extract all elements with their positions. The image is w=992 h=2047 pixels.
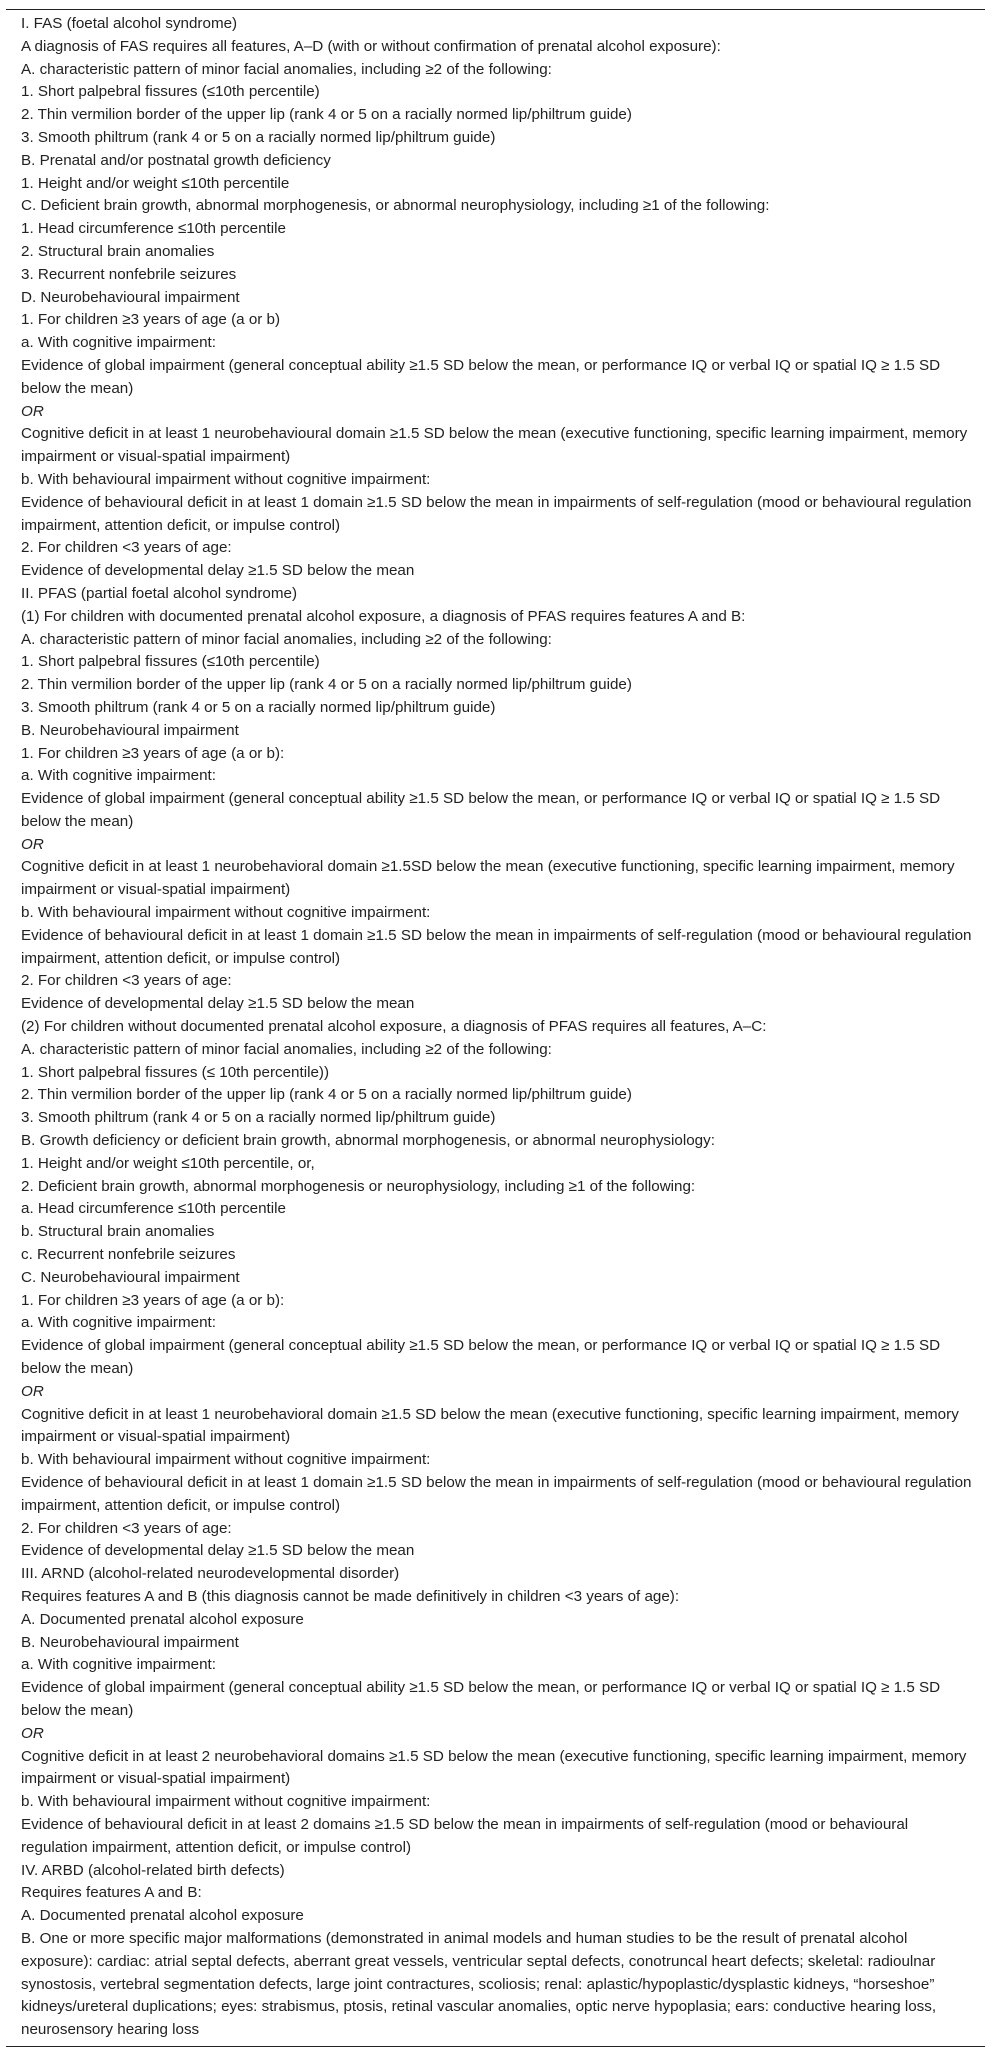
criteria-line: A diagnosis of FAS requires all features, A–D (with or without confirmation of prenatal alcohol exposure): (21, 37, 721, 55)
criteria-line: Cognitive deficit in at least 2 neurobehavioral domains ≥1.5 SD below the mean (executive functioning, specific learning impairment, memory impairment or visual-spatial impairment) (21, 1747, 967, 1788)
criteria-line: a. With cognitive impairment: (21, 1656, 216, 1674)
criteria-line: a. With cognitive impairment: (21, 767, 216, 785)
criteria-line: Cognitive deficit in at least 1 neurobehavioural domain ≥1.5 SD below the mean (executive functioning, specific learning impairment, memory impairment or visual-spatial impairment) (21, 425, 968, 466)
criteria-line: 1. Short palpebral fissures (≤ 10th percentile)) (21, 1063, 330, 1081)
criteria-line: b. With behavioural impairment without cognitive impairment: (21, 904, 431, 922)
criteria-line: 2. Thin vermilion border of the upper lip (rank 4 or 5 on a racially normed lip/philtrum guide) (21, 1086, 632, 1104)
criteria-line: 1. For children ≥3 years of age (a or b): (21, 744, 285, 762)
criteria-line: 2. Structural brain anomalies (21, 242, 215, 260)
criteria-line: A. Documented prenatal alcohol exposure (21, 1610, 304, 1628)
criteria-line: 1. Short palpebral fissures (≤10th percentile) (21, 653, 320, 671)
criteria-line: 2. Deficient brain growth, abnormal morphogenesis or neurophysiology, including ≥1 of the following: (21, 1177, 696, 1195)
criteria-line: A. characteristic pattern of minor facial anomalies, including ≥2 of the following: (21, 1040, 552, 1058)
criteria-line: Evidence of behavioural deficit in at least 1 domain ≥1.5 SD below the mean in impairments of self-regulation (mood or behavioural regulation impairment, attention deficit, or impulse control) (21, 926, 972, 967)
criteria-line: Evidence of behavioural deficit in at least 1 domain ≥1.5 SD below the mean in impairments of self-regulation (mood or behavioural regulation impairment, attention deficit, or impulse control) (21, 493, 972, 534)
or-separator: OR (21, 1724, 44, 1742)
criteria-line: Evidence of developmental delay ≥1.5 SD below the mean (21, 562, 415, 580)
criteria-line: Evidence of global impairment (general conceptual ability ≥1.5 SD below the mean, or performance IQ or verbal IQ or spatial IQ ≥ 1.5 SD below the mean) (21, 356, 941, 397)
criteria-line: Cognitive deficit in at least 1 neurobehavioral domain ≥1.5 SD below the mean (executive functioning, specific learning impairment, memory impairment or visual-spatial impairment) (21, 1405, 959, 1446)
criteria-line: Evidence of global impairment (general conceptual ability ≥1.5 SD below the mean, or performance IQ or verbal IQ or spatial IQ ≥ 1.5 SD below the mean) (21, 1337, 941, 1378)
criteria-table (6, 9, 985, 2047)
criteria-line: Evidence of behavioural deficit in at least 2 domains ≥1.5 SD below the mean in impairments of self-regulation (mood or behavioural regulation impairment, attention deficit, or impulse control) (21, 1815, 909, 1856)
criteria-line: D. Neurobehavioural impairment (21, 288, 240, 306)
criteria-line: 1. Short palpebral fissures (≤10th percentile) (21, 83, 320, 101)
criteria-line: 2. Thin vermilion border of the upper lip (rank 4 or 5 on a racially normed lip/philtrum guide) (21, 676, 632, 694)
criteria-line: b. With behavioural impairment without cognitive impairment: (21, 470, 431, 488)
criteria-line: a. Head circumference ≤10th percentile (21, 1200, 286, 1218)
criteria-line: 3. Recurrent nonfebrile seizures (21, 265, 237, 283)
criteria-line: II. PFAS (partial foetal alcohol syndrome) (21, 584, 298, 602)
criteria-line: b. Structural brain anomalies (21, 1223, 215, 1241)
criteria-line: Evidence of behavioural deficit in at least 1 domain ≥1.5 SD below the mean in impairments of self-regulation (mood or behavioural regulation impairment, attention deficit, or impulse control) (21, 1474, 972, 1514)
criteria-line: 2. For children <3 years of age: (21, 539, 232, 557)
criteria-line: 3. Smooth philtrum (rank 4 or 5 on a racially normed lip/philtrum guide) (21, 128, 496, 146)
criteria-line: I. FAS (foetal alcohol syndrome) (21, 15, 238, 32)
criteria-line: Requires features A and B: (21, 1884, 202, 1902)
criteria-line: 3. Smooth philtrum (rank 4 or 5 on a racially normed lip/philtrum guide) (21, 1109, 496, 1127)
criteria-line: a. With cognitive impairment: (21, 334, 216, 352)
criteria-line: 2. Thin vermilion border of the upper lip (rank 4 or 5 on a racially normed lip/philtrum guide) (21, 106, 632, 124)
or-separator: OR (21, 835, 44, 853)
criteria-line: Evidence of developmental delay ≥1.5 SD below the mean (21, 995, 415, 1013)
criteria-line: B. Neurobehavioural impairment (21, 1633, 239, 1651)
or-separator: OR (21, 402, 44, 420)
criteria-line: 1. Height and/or weight ≤10th percentile, or, (21, 1154, 315, 1172)
criteria-line: b. With behavioural impairment without cognitive impairment: (21, 1451, 431, 1469)
criteria-line: b. With behavioural impairment without cognitive impairment: (21, 1793, 431, 1811)
criteria-line: (1) For children with documented prenatal alcohol exposure, a diagnosis of PFAS requires features A and B: (21, 607, 746, 625)
criteria-line: 1. For children ≥3 years of age (a or b) (21, 311, 281, 329)
criteria-line: 1. Head circumference ≤10th percentile (21, 220, 286, 238)
criteria-line: C. Neurobehavioural impairment (21, 1268, 240, 1286)
criteria-line: A. characteristic pattern of minor facial anomalies, including ≥2 of the following: (21, 630, 552, 648)
criteria-line: Requires features A and B (this diagnosis cannot be made definitively in children <3 years of age): (21, 1587, 680, 1605)
criteria-line: C. Deficient brain growth, abnormal morphogenesis, or abnormal neurophysiology, including ≥1 of the following: (21, 197, 770, 215)
criteria-line: 1. For children ≥3 years of age (a or b): (21, 1291, 285, 1309)
criteria-line: a. With cognitive impairment: (21, 1314, 216, 1332)
criteria-line: c. Recurrent nonfebrile seizures (21, 1246, 236, 1264)
criteria-line: (2) For children without documented prenatal alcohol exposure, a diagnosis of PFAS requires all features, A–C: (21, 1018, 767, 1036)
criteria-line: Evidence of developmental delay ≥1.5 SD below the mean (21, 1542, 415, 1560)
criteria-line: B. Prenatal and/or postnatal growth deficiency (21, 151, 331, 169)
criteria-line: A. Documented prenatal alcohol exposure (21, 1907, 304, 1925)
criteria-line: B. Neurobehavioural impairment (21, 721, 239, 739)
criteria-line: Evidence of global impairment (general conceptual ability ≥1.5 SD below the mean, or performance IQ or verbal IQ or spatial IQ ≥ 1.5 SD below the mean) (21, 1679, 941, 1719)
criteria-line: 1. Height and/or weight ≤10th percentile (21, 174, 290, 192)
criteria-line: IV. ARBD (alcohol-related birth defects) (21, 1861, 285, 1879)
criteria-line: Cognitive deficit in at least 1 neurobehavioral domain ≥1.5SD below the mean (executive functioning, specific learning impairment, memory impairment or visual-spatial impairment) (21, 858, 955, 899)
or-separator: OR (21, 1382, 44, 1400)
criteria-line: B. Growth deficiency or deficient brain growth, abnormal morphogenesis, or abnormal neurophysiology: (21, 1132, 715, 1150)
criteria-line: B. One or more specific major malformations (demonstrated in animal models and human studies to be the result of prenatal alcohol exposure): cardiac: atrial septal defects, aberrant great vessels, ventricular septal defects, conotruncal heart defects; skeletal: radioulnar synostosis, vertebral segmentation defects, large joint contractures, scoliosis; renal: aplastic/hypoplastic/dysplastic kidneys, “horseshoe” kidneys/ureteral duplications; eyes: strabismus, ptosis, retinal vascular anomalies, optic nerve hypoplasia; ears: conductive hearing loss, neurosensory hearing loss (21, 1929, 937, 2039)
criteria-line: Evidence of global impairment (general conceptual ability ≥1.5 SD below the mean, or performance IQ or verbal IQ or spatial IQ ≥ 1.5 SD below the mean) (21, 790, 941, 830)
criteria-line: A. characteristic pattern of minor facial anomalies, including ≥2 of the following: (21, 60, 552, 78)
criteria-line: 2. For children <3 years of age: (21, 972, 232, 990)
criteria-line: 3. Smooth philtrum (rank 4 or 5 on a racially normed lip/philtrum guide) (21, 698, 496, 716)
criteria-line: III. ARND (alcohol-related neurodevelopmental disorder) (21, 1565, 400, 1583)
criteria-line: 2. For children <3 years of age: (21, 1519, 232, 1537)
